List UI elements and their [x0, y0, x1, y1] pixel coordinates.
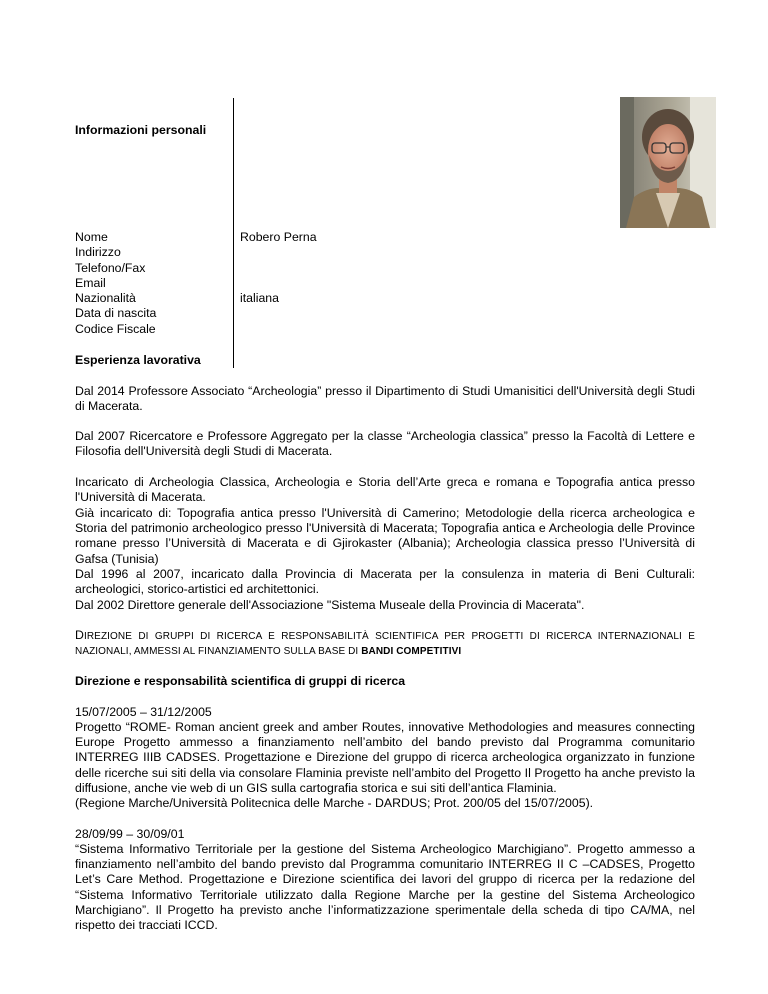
column-divider — [233, 98, 234, 368]
value-nationality: italiana — [240, 291, 279, 305]
project-2-text: “Sistema Informativo Territoriale per la gestione del Sistema Archeologico Marchigiano”. Progetto ammesso a finanziamento nell’ambito del bando previsto dal Programma comunitario INTERREG II C –CADSES, Progetto Let’s Care Method. Progettazione e Direzione scientifica dei lavori del gruppo di ricerca per la redazione del “Sistema Informativo Territoriale utilizzato dalla Regione Marche per la gestine del Sistema Archeologico Marchigiano”. Il Progetto ha previsto anche l’informatizzazione sperimentale della scheda di tipo CA/MA, nel rispetto dei tracciati ICCD. — [75, 842, 695, 933]
work-paragraph-1: Dal 2014 Professore Associato “Archeologia” presso il Dipartimento di Studi Umanisitici dell'Università degli Studi di Macerata. — [75, 384, 695, 414]
portrait-photo — [620, 97, 716, 228]
work-paragraph-2: Dal 2007 Ricercatore e Professore Aggregato per la classe “Archeologia classica” presso la Facoltà di Lettere e Filosofia dell'Università degli Studi di Macerata. — [75, 429, 695, 459]
project-2-dates: 28/09/99 – 30/09/01 — [75, 827, 185, 841]
label-phone-fax: Telefono/Fax — [75, 260, 146, 275]
work-paragraph-3a: Incaricato di Archeologia Classica, Archeologia e Storia dell’Arte greca e romana e Topografia antica presso l'Università di Macerata. — [75, 475, 695, 505]
label-nationality: Nazionalità — [75, 291, 136, 306]
work-experience-heading: Esperienza lavorativa — [75, 353, 201, 367]
label-name: Nome — [75, 230, 108, 244]
personal-labels — [75, 230, 156, 337]
personal-info-heading: Informazioni personali — [75, 123, 207, 137]
label-fiscal-code: Codice Fiscale — [75, 321, 156, 336]
smallcaps-text: IREZIONE DI GRUPPI DI RICERCA E RESPONSABILITÀ SCIENTIFICA PER PROGETTI DI RICERCA INTERNAZIONALI E NAZIONALI, AMMESSI AL FINANZIAMENTO SULLA BASE DI — [75, 631, 695, 657]
direction-heading: Direzione e responsabilità scientifica di gruppi di ricerca — [75, 674, 406, 688]
project-1-reference: (Regione Marche/Università Politecnica delle Marche - DARDUS; Prot. 200/05 del 15/07/2005). — [75, 796, 594, 810]
smallcaps-initial: D — [75, 628, 84, 642]
project-1-text: Progetto “ROME- Roman ancient greek and amber Routes, innovative Methodologies and measures connecting Europe Progetto ammesso a finanziamento nell’ambito del bando previsto dal Programma comunitario INTERREG IIIB CADSES. Progettazione e Direzione del gruppo di ricerca archeologica organizzato in funzione delle ricerche sui siti della via consolare Flaminia previste nell’ambito del Progetto Il Progetto ha anche previsto la diffusione, anche vie web di un GIS sulla cartografia storica e sui siti dell’antica Flaminia. — [75, 720, 695, 795]
smallcaps-bold: BANDI COMPETITIVI — [361, 646, 462, 657]
value-name: Robero Perna — [240, 230, 317, 244]
label-address: Indirizzo — [75, 245, 121, 260]
label-email: Email — [75, 275, 106, 290]
competitive-grants-heading — [75, 628, 695, 659]
project-1-dates: 15/07/2005 – 31/12/2005 — [75, 705, 212, 719]
label-birthdate: Data di nascita — [75, 306, 157, 321]
work-paragraph-4: Dal 1996 al 2007, incaricato dalla Provincia di Macerata per la consulenza in materia di Beni Culturali: archeologici, storico-artistici ed architettonici. — [75, 567, 695, 597]
work-paragraph-3b: Già incaricato di: Topografia antica presso l'Università di Camerino; Metodologie della ricerca archeologica e Storia del patrimonio archeologico presso l'Università di Macerata; Topografia antica e Archeologia delle Province romane presso l’Università di Macerata e di Gjirokaster (Albania); Archeologia classica presso l’Università di Gafsa (Tunisia) — [75, 506, 695, 566]
work-paragraph-5: Dal 2002 Direttore generale dell'Associazione "Sistema Museale della Provincia di Macerata". — [75, 598, 585, 612]
